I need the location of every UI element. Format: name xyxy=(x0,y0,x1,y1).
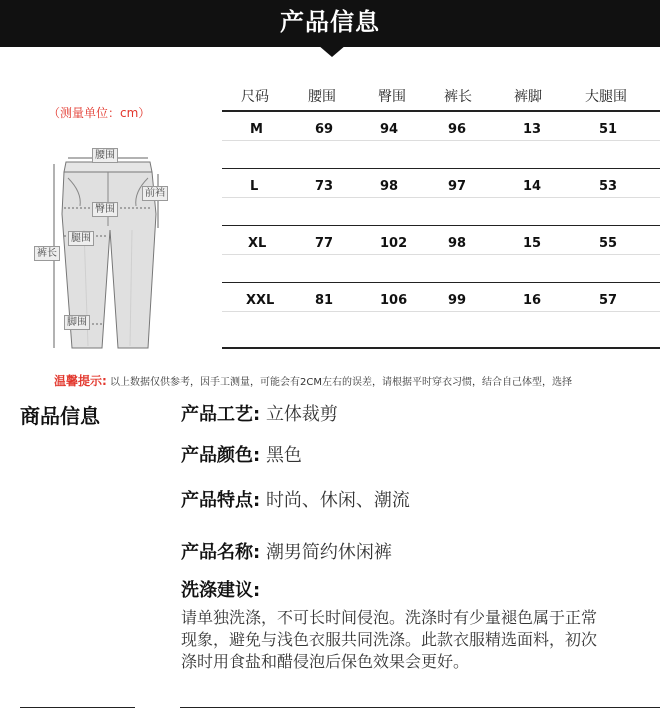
hem-cell: 16 xyxy=(523,293,542,308)
info-item-craft xyxy=(181,400,338,426)
table-row xyxy=(222,169,660,226)
pants-diagram xyxy=(22,134,197,354)
info-key: 产品名称: xyxy=(181,542,261,563)
row-divider xyxy=(222,197,660,198)
size-table xyxy=(222,80,660,339)
size-cell: XL xyxy=(248,236,267,251)
tip-label: 温馨提示: xyxy=(54,374,107,388)
column-header-waist: 腰围 xyxy=(308,89,336,105)
wash-line: 涤时用食盐和醋侵泡后保色效果会更好。 xyxy=(181,652,470,671)
page-title: 产品信息 xyxy=(280,8,380,36)
info-item-features xyxy=(181,486,410,512)
info-key: 产品特点: xyxy=(181,490,261,511)
wash-advice-key: 洗涤建议: xyxy=(181,580,261,601)
column-header-length: 裤长 xyxy=(444,89,472,105)
row-divider xyxy=(222,254,660,255)
tip-line xyxy=(54,372,572,389)
hem-cell: 15 xyxy=(523,236,542,251)
size-table-header xyxy=(222,80,660,112)
diagram-label-length: 裤长 xyxy=(34,246,60,261)
waist-cell: 69 xyxy=(315,122,334,137)
product-info-title: 商品信息 xyxy=(20,404,100,428)
info-key: 产品工艺: xyxy=(181,404,261,425)
bottom-rule-left xyxy=(20,707,135,708)
pants-illustration xyxy=(22,134,197,354)
length-cell: 96 xyxy=(448,122,467,137)
wash-line: 现象，避免与浅色衣服共同洗涤。此款衣服精选面料，初次 xyxy=(181,630,598,649)
waist-cell: 73 xyxy=(315,179,334,194)
table-row xyxy=(222,283,660,339)
hip-cell: 102 xyxy=(380,236,408,251)
bottom-rule-right xyxy=(180,707,660,708)
hem-cell: 13 xyxy=(523,122,542,137)
wash-line: 请单独洗涤，不可长时间侵泡。洗涤时有少量褪色属于正常 xyxy=(181,608,598,627)
tip-text: 以上数据仅供参考，因手工测量，可能会有2CM左右的误差，请根据平时穿衣习惯，结合自己体型，选择 xyxy=(110,377,572,388)
info-value: 立体裁剪 xyxy=(265,404,338,425)
waist-cell: 81 xyxy=(315,293,334,308)
table-row xyxy=(222,112,660,169)
header-notch xyxy=(318,45,346,57)
info-key: 产品颜色: xyxy=(181,445,261,466)
thigh-cell: 53 xyxy=(599,179,618,194)
hip-cell: 106 xyxy=(380,293,408,308)
info-value: 潮男简约休闲裤 xyxy=(265,542,392,563)
row-divider xyxy=(222,140,660,141)
thigh-cell: 57 xyxy=(599,293,618,308)
table-row xyxy=(222,226,660,283)
column-header-hem: 裤脚 xyxy=(514,89,542,105)
table-bottom-rule xyxy=(222,347,660,349)
waist-cell: 77 xyxy=(315,236,334,251)
diagram-label-front-rise: 前裆 xyxy=(142,186,168,201)
info-value: 时尚、休闲、潮流 xyxy=(265,490,410,511)
length-cell: 99 xyxy=(448,293,467,308)
diagram-label-thigh: 腿围 xyxy=(68,231,94,246)
wash-advice-text xyxy=(181,607,660,673)
column-header-hip: 臀围 xyxy=(378,89,406,105)
size-cell: XXL xyxy=(246,293,275,308)
size-cell: M xyxy=(250,122,263,137)
column-header-size: 尺码 xyxy=(241,89,269,105)
info-item-color xyxy=(181,441,302,467)
hip-cell: 98 xyxy=(380,179,399,194)
info-item-name xyxy=(181,538,392,564)
diagram-label-hem: 脚围 xyxy=(64,315,90,330)
info-value: 黑色 xyxy=(265,445,302,466)
column-header-thigh: 大腿围 xyxy=(585,89,627,105)
length-cell: 98 xyxy=(448,236,467,251)
thigh-cell: 55 xyxy=(599,236,618,251)
hem-cell: 14 xyxy=(523,179,542,194)
row-divider xyxy=(222,311,660,312)
size-cell: L xyxy=(250,179,259,194)
hip-cell: 94 xyxy=(380,122,399,137)
diagram-label-waist: 腰围 xyxy=(92,148,118,163)
diagram-label-hip: 臀围 xyxy=(92,202,118,217)
measure-unit-note: （测量单位：cm） xyxy=(48,106,151,120)
length-cell: 97 xyxy=(448,179,467,194)
thigh-cell: 51 xyxy=(599,122,618,137)
